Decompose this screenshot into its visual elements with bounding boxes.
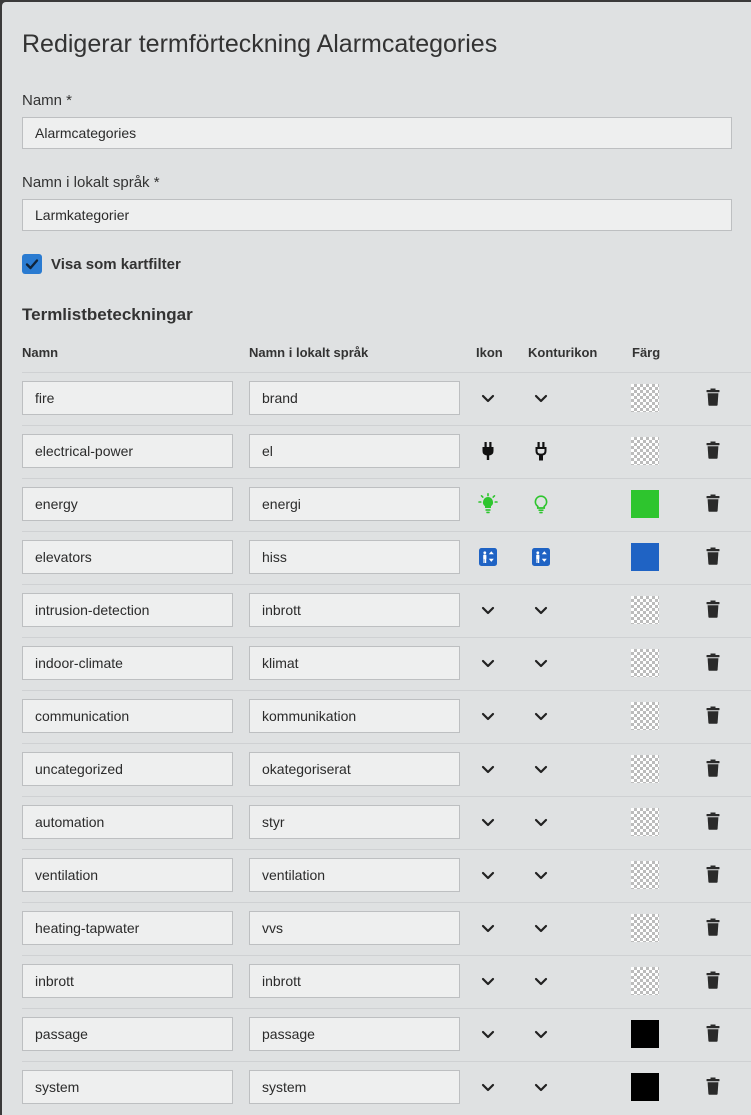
- term-name-input[interactable]: [22, 646, 233, 680]
- color-swatch[interactable]: [631, 490, 659, 518]
- lightbulb-icon[interactable]: [477, 493, 499, 515]
- name-label: Namn *: [22, 92, 73, 109]
- color-swatch[interactable]: [631, 543, 659, 571]
- term-name-input[interactable]: [22, 699, 233, 733]
- term-name-input[interactable]: [22, 752, 233, 786]
- trash-icon[interactable]: [706, 1077, 720, 1095]
- term-local-name-input[interactable]: [249, 752, 460, 786]
- term-row: [22, 796, 751, 850]
- term-row: [22, 902, 751, 956]
- trash-icon[interactable]: [706, 388, 720, 406]
- color-swatch[interactable]: [631, 702, 659, 730]
- trash-icon[interactable]: [706, 918, 720, 936]
- checkmark-icon: [25, 257, 39, 271]
- term-local-name-input[interactable]: [249, 805, 460, 839]
- chevron-down-icon[interactable]: [530, 864, 552, 886]
- name-input[interactable]: [22, 117, 732, 149]
- color-swatch[interactable]: [631, 649, 659, 677]
- trash-icon[interactable]: [706, 759, 720, 777]
- chevron-down-icon[interactable]: [477, 917, 499, 939]
- color-swatch[interactable]: [631, 861, 659, 889]
- chevron-down-icon[interactable]: [530, 917, 552, 939]
- term-row: [22, 531, 751, 585]
- color-swatch[interactable]: [631, 596, 659, 624]
- chevron-down-icon[interactable]: [477, 387, 499, 409]
- column-header-name: Namn: [22, 345, 59, 360]
- dialog-title: Redigerar termförteckning Alarmcategories: [22, 30, 498, 58]
- chevron-down-icon[interactable]: [477, 811, 499, 833]
- term-local-name-input[interactable]: [249, 381, 460, 415]
- trash-icon[interactable]: [706, 653, 720, 671]
- trash-icon[interactable]: [706, 441, 720, 459]
- elevator-icon[interactable]: [477, 546, 499, 568]
- term-local-name-input[interactable]: [249, 1070, 460, 1104]
- chevron-down-icon[interactable]: [477, 1076, 499, 1098]
- column-header-outline-icon: Konturikon: [528, 345, 598, 360]
- color-swatch[interactable]: [631, 1020, 659, 1048]
- term-local-name-input[interactable]: [249, 540, 460, 574]
- lightbulb-outline-icon[interactable]: [530, 493, 552, 515]
- chevron-down-icon[interactable]: [530, 387, 552, 409]
- trash-icon[interactable]: [706, 600, 720, 618]
- map-filter-label: Visa som kartfilter: [51, 256, 181, 273]
- chevron-down-icon[interactable]: [477, 599, 499, 621]
- term-name-input[interactable]: [22, 911, 233, 945]
- chevron-down-icon[interactable]: [477, 705, 499, 727]
- term-local-name-input[interactable]: [249, 434, 460, 468]
- trash-icon[interactable]: [706, 971, 720, 989]
- term-local-name-input[interactable]: [249, 593, 460, 627]
- chevron-down-icon[interactable]: [477, 758, 499, 780]
- term-name-input[interactable]: [22, 805, 233, 839]
- color-swatch[interactable]: [631, 437, 659, 465]
- trash-icon[interactable]: [706, 547, 720, 565]
- color-swatch[interactable]: [631, 808, 659, 836]
- trash-icon[interactable]: [706, 706, 720, 724]
- term-name-input[interactable]: [22, 540, 233, 574]
- term-row: [22, 690, 751, 744]
- local-name-label: Namn i lokalt språk *: [22, 174, 160, 191]
- trash-icon[interactable]: [706, 1024, 720, 1042]
- local-name-input[interactable]: [22, 199, 732, 231]
- map-filter-checkbox[interactable]: [22, 254, 42, 274]
- term-row: [22, 849, 751, 903]
- edit-dialog: [2, 2, 751, 1115]
- column-header-local-name: Namn i lokalt språk: [249, 345, 369, 360]
- color-swatch[interactable]: [631, 384, 659, 412]
- trash-icon[interactable]: [706, 812, 720, 830]
- term-local-name-input[interactable]: [249, 646, 460, 680]
- term-name-input[interactable]: [22, 593, 233, 627]
- chevron-down-icon[interactable]: [530, 758, 552, 780]
- term-row: [22, 637, 751, 691]
- term-name-input[interactable]: [22, 1070, 233, 1104]
- column-header-icon: Ikon: [476, 345, 503, 360]
- term-local-name-input[interactable]: [249, 858, 460, 892]
- trash-icon[interactable]: [706, 865, 720, 883]
- elevator-icon[interactable]: [530, 546, 552, 568]
- term-row: [22, 584, 751, 638]
- color-swatch[interactable]: [631, 967, 659, 995]
- plug-outline-icon[interactable]: [530, 440, 552, 462]
- term-name-input[interactable]: [22, 858, 233, 892]
- chevron-down-icon[interactable]: [530, 599, 552, 621]
- term-row: [22, 478, 751, 532]
- term-row: [22, 743, 751, 797]
- term-name-input[interactable]: [22, 434, 233, 468]
- chevron-down-icon[interactable]: [477, 652, 499, 674]
- chevron-down-icon[interactable]: [477, 1023, 499, 1045]
- term-row: [22, 955, 751, 1009]
- color-swatch[interactable]: [631, 755, 659, 783]
- color-swatch[interactable]: [631, 1073, 659, 1101]
- term-local-name-input[interactable]: [249, 487, 460, 521]
- term-row: [22, 1008, 751, 1062]
- terms-section-title: Termlistbeteckningar: [22, 305, 193, 324]
- term-row: [22, 425, 751, 479]
- chevron-down-icon[interactable]: [477, 864, 499, 886]
- chevron-down-icon[interactable]: [530, 811, 552, 833]
- chevron-down-icon[interactable]: [530, 1076, 552, 1098]
- chevron-down-icon[interactable]: [477, 970, 499, 992]
- term-local-name-input[interactable]: [249, 964, 460, 998]
- term-name-input[interactable]: [22, 964, 233, 998]
- term-name-input[interactable]: [22, 487, 233, 521]
- trash-icon[interactable]: [706, 494, 720, 512]
- term-row: [22, 372, 751, 426]
- plug-icon[interactable]: [477, 440, 499, 462]
- term-local-name-input[interactable]: [249, 1017, 460, 1051]
- term-row: [22, 1061, 751, 1115]
- column-header-color: Färg: [632, 345, 661, 360]
- chevron-down-icon[interactable]: [530, 705, 552, 727]
- term-local-name-input[interactable]: [249, 699, 460, 733]
- chevron-down-icon[interactable]: [530, 970, 552, 992]
- term-name-input[interactable]: [22, 381, 233, 415]
- term-local-name-input[interactable]: [249, 911, 460, 945]
- chevron-down-icon[interactable]: [530, 1023, 552, 1045]
- color-swatch[interactable]: [631, 914, 659, 942]
- chevron-down-icon[interactable]: [530, 652, 552, 674]
- term-name-input[interactable]: [22, 1017, 233, 1051]
